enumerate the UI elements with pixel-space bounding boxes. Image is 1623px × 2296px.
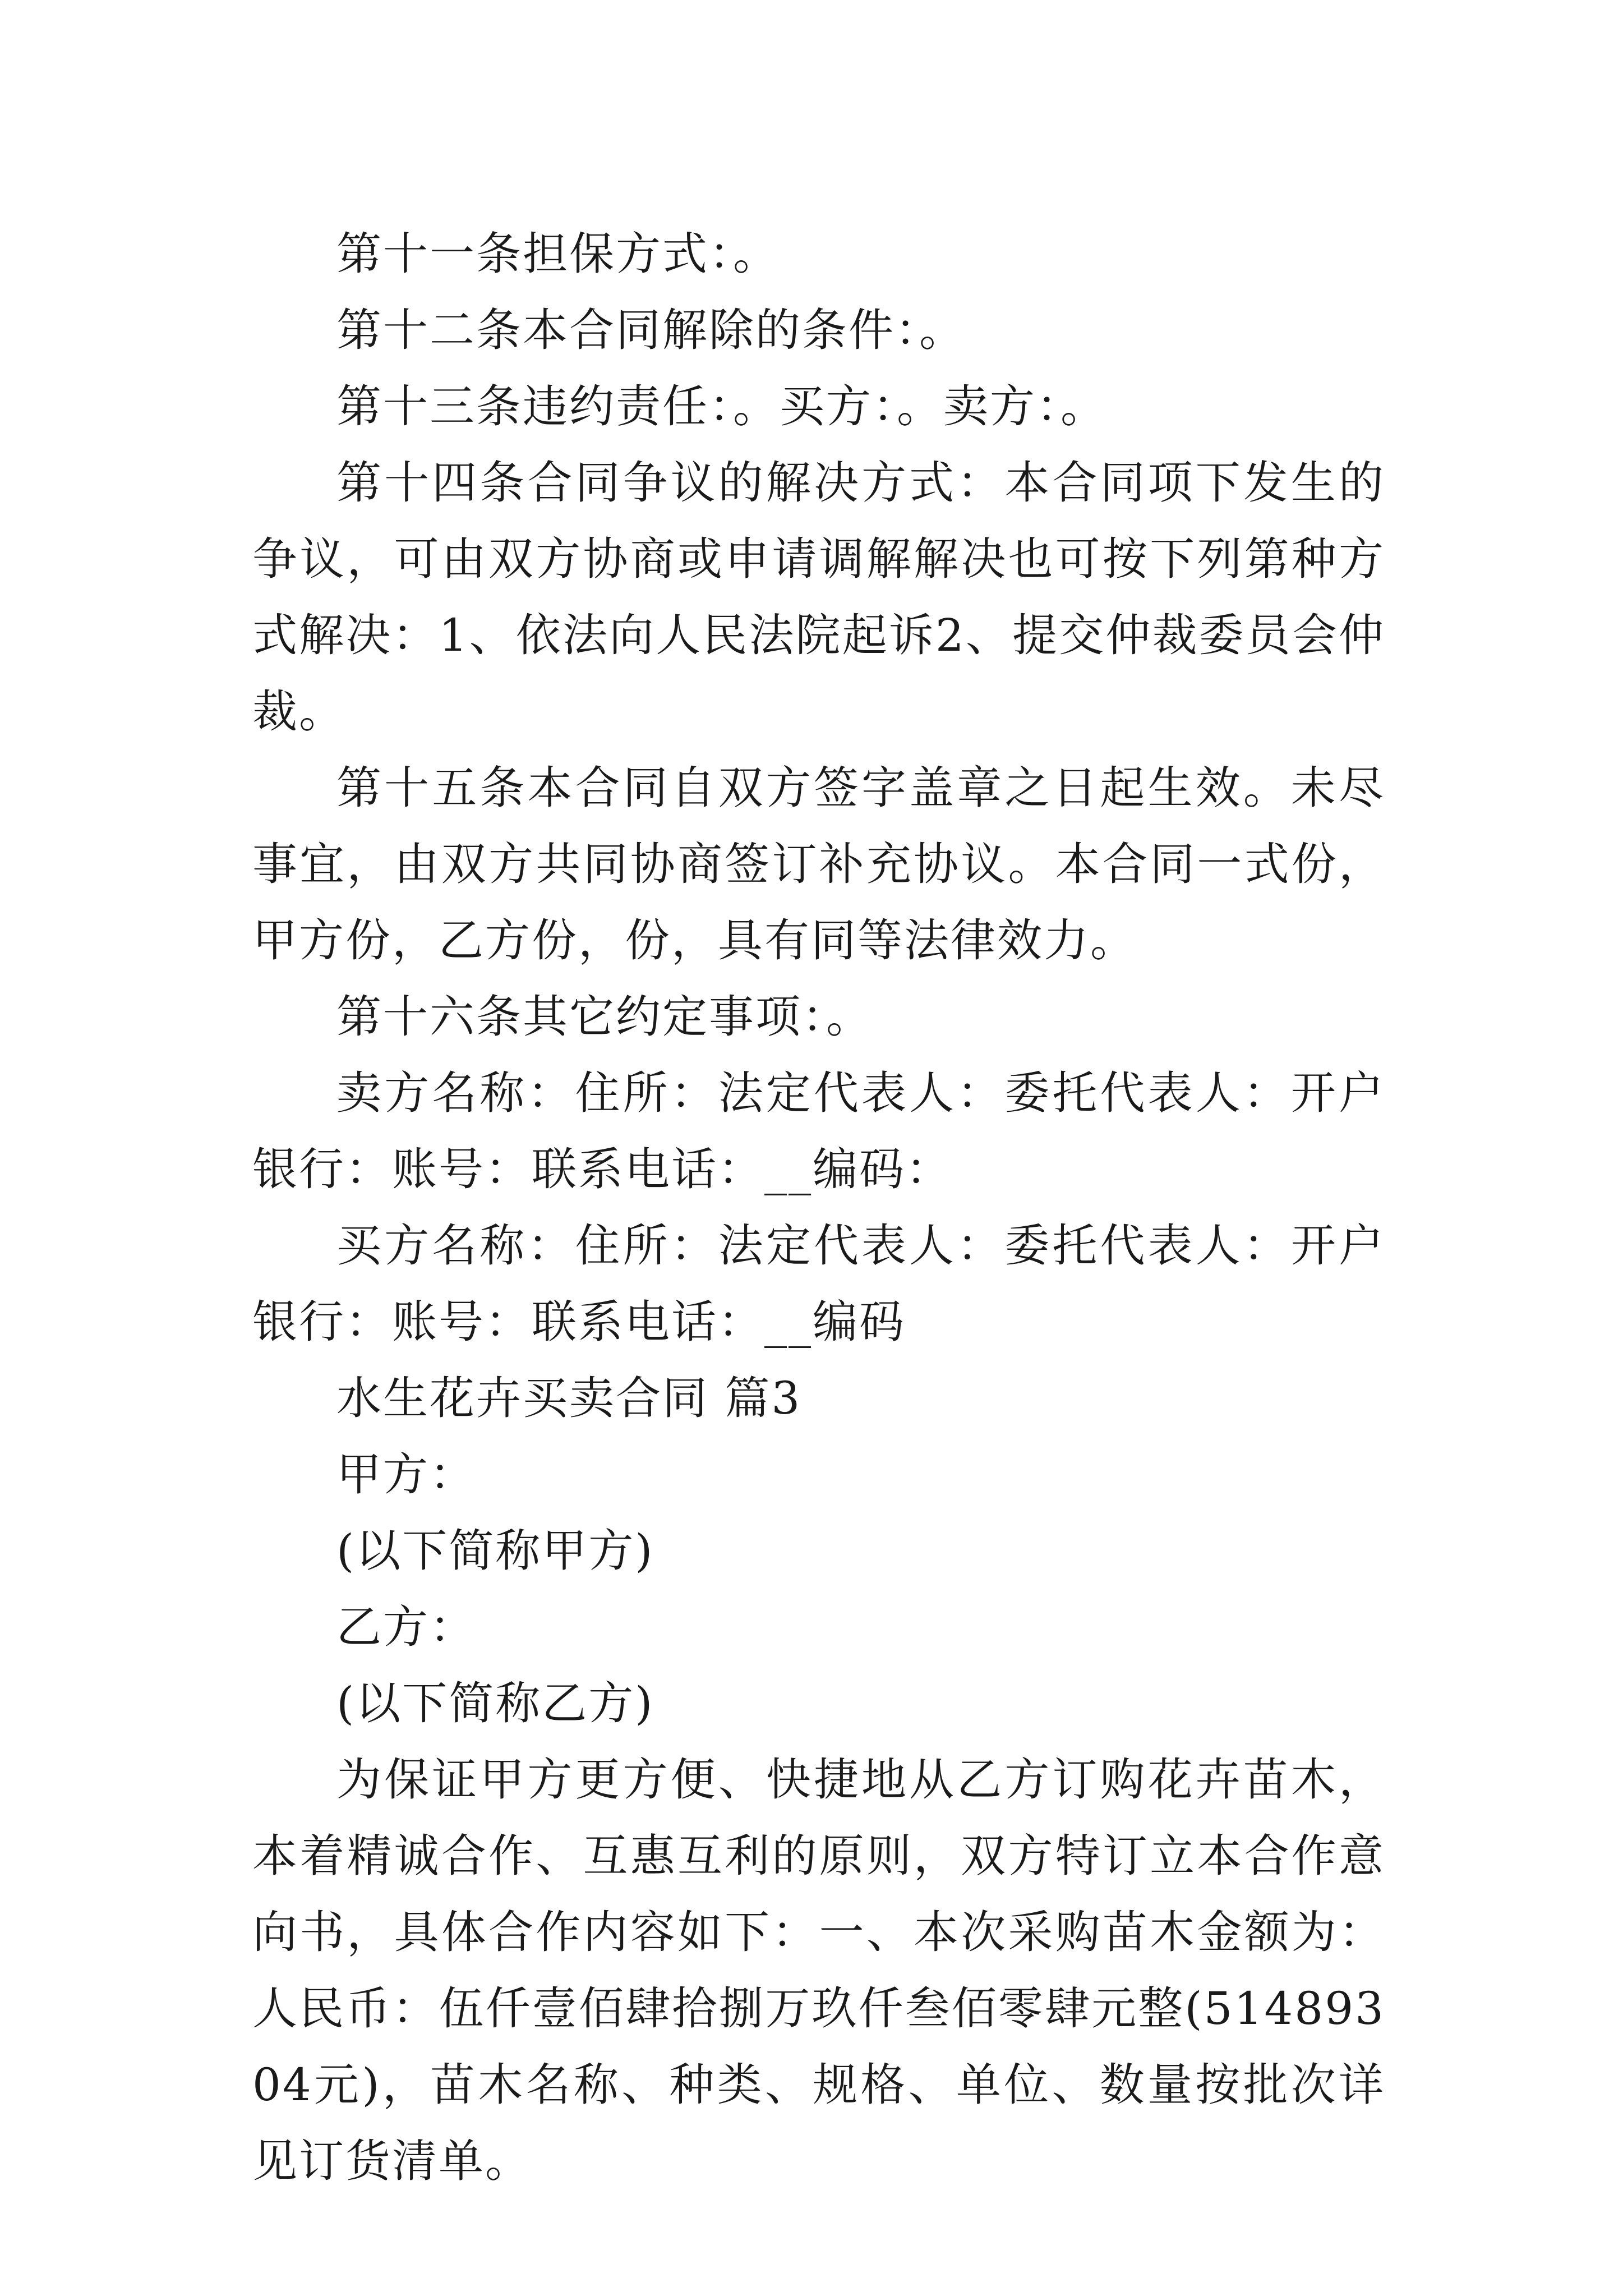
party-b-note: (以下简称乙方) [336,1677,654,1729]
party-b-label: 乙方： [336,1601,476,1653]
seller-info: 卖方名称：住所：法定代表人：委托代表人：开户银行：账号：联系电话：__编码： [252,1067,1385,1195]
clause-13: 第十三条违约责任：。买方：。卖方：。 [336,380,1107,432]
buyer-info: 买方名称：住所：法定代表人：委托代表人：开户银行：账号：联系电话：__编码 [252,1220,1385,1348]
section-title: 水生花卉买卖合同 篇3 [336,1372,802,1424]
clause-16: 第十六条其它约定事项：。 [336,991,873,1043]
party-a-label: 甲方： [336,1448,476,1501]
clause-14: 第十四条合同争议的解决方式：本合同项下发生的争议，可由双方协商或申请调解解决也可按下列第种方式解决：1、依法向人民法院起诉2、提交仲裁委员会仲裁。 [252,457,1385,738]
party-a-note: (以下简称甲方) [336,1525,654,1577]
cooperation-paragraph: 为保证甲方更方便、快捷地从乙方订购花卉苗木，本着精诚合作、互惠互利的原则，双方特订立本合作意向书，具体合作内容如下：一、本次采购苗木金额为：人民币：伍仟壹佰肆拾捌万玖仟叁佰零肆元整(51489304元)，苗木名称、种类、规格、单位、数量按批次详见订货清单。 [252,1754,1385,2187]
clause-11: 第十一条担保方式：。 [336,228,780,280]
clause-12: 第十二条本合同解除的条件：。 [336,304,966,356]
document-body [252,216,1385,2200]
clause-15: 第十五条本合同自双方签字盖章之日起生效。未尽事宜，由双方共同协商签订补充协议。本合同一式份，甲方份，乙方份，份，具有同等法律效力。 [252,762,1385,967]
